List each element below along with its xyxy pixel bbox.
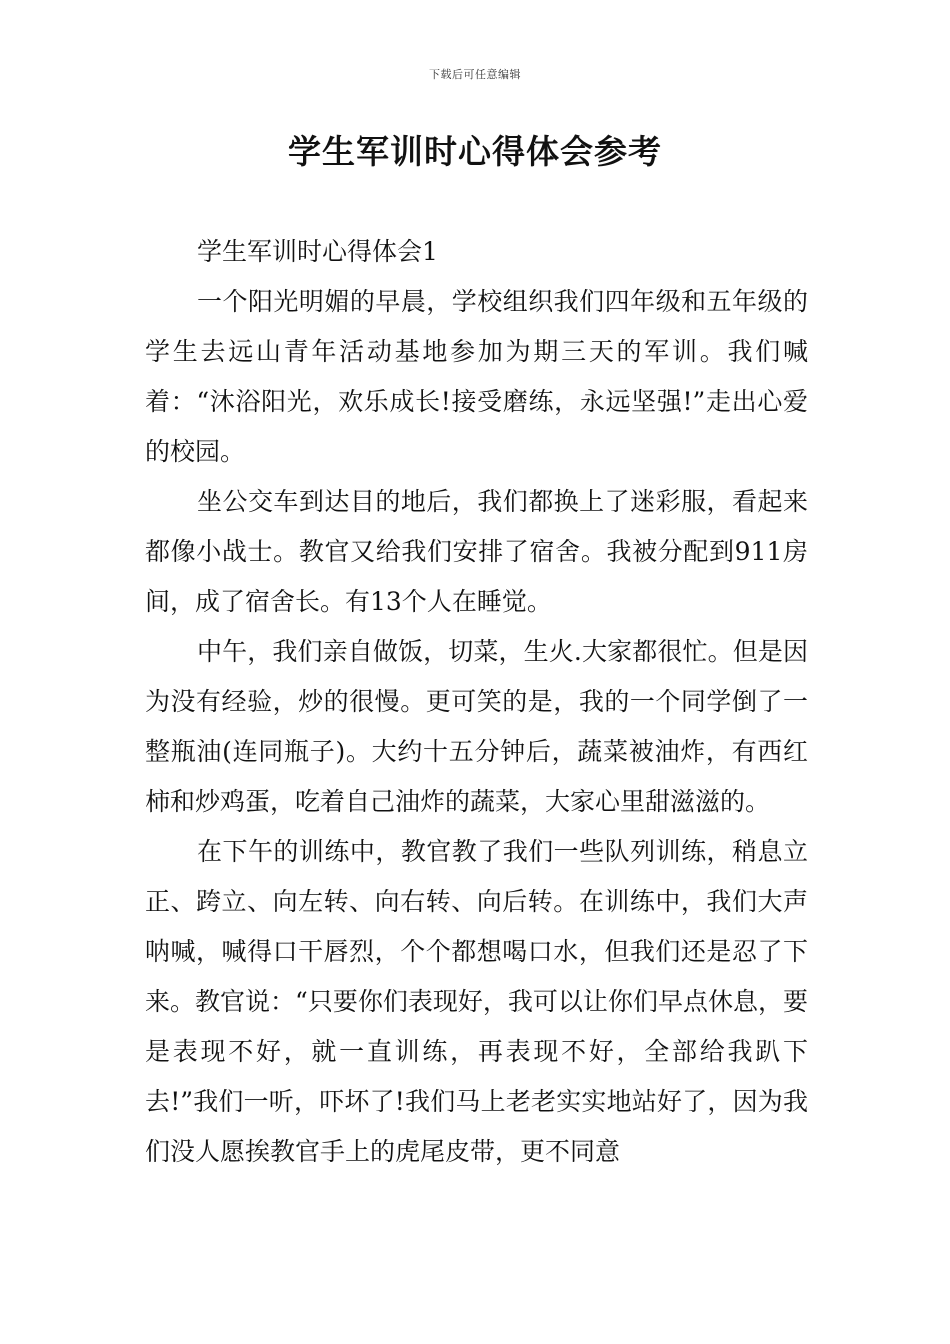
document-title: 学生军训时心得体会参考 bbox=[288, 132, 662, 171]
paragraph-2: 坐公交车到达目的地后，我们都换上了迷彩服，看起来都像小战士。教官又给我们安排了宿舍。我被分配到911房间，成了宿舍长。有13个人在睡觉。 bbox=[145, 487, 808, 616]
paragraph-3: 中午，我们亲自做饭，切菜，生火.大家都很忙。但是因为没有经验，炒的很慢。更可笑的是，我的一个同学倒了一整瓶油(连同瓶子)。大约十五分钟后，蔬菜被油炸，有西红柿和炒鸡蛋，吃着自己油炸的蔬菜，大家心里甜滋滋的。 bbox=[145, 637, 808, 816]
document-body bbox=[145, 227, 808, 1177]
paragraph-1: 一个阳光明媚的早晨，学校组织我们四年级和五年级的学生去远山青年活动基地参加为期三天的军训。我们喊着：“沐浴阳光，欢乐成长!接受磨练，永远坚强!”走出心爱的校园。 bbox=[145, 287, 808, 466]
section-heading: 学生军训时心得体会1 bbox=[197, 237, 438, 266]
paragraph-4: 在下午的训练中，教官教了我们一些队列训练，稍息立正、跨立、向左转、向右转、向后转。在训练中，我们大声呐喊，喊得口干唇烈，个个都想喝口水，但我们还是忍了下来。教官说：“只要你们表现好，我可以让你们早点休息，要是表现不好，就一直训练，再表现不好，全部给我趴下去!”我们一听，吓坏了!我们马上老老实实地站好了，因为我们没人愿挨教官手上的虎尾皮带，更不同意 bbox=[145, 837, 808, 1166]
header-note: 下载后可任意编辑 bbox=[429, 68, 521, 81]
